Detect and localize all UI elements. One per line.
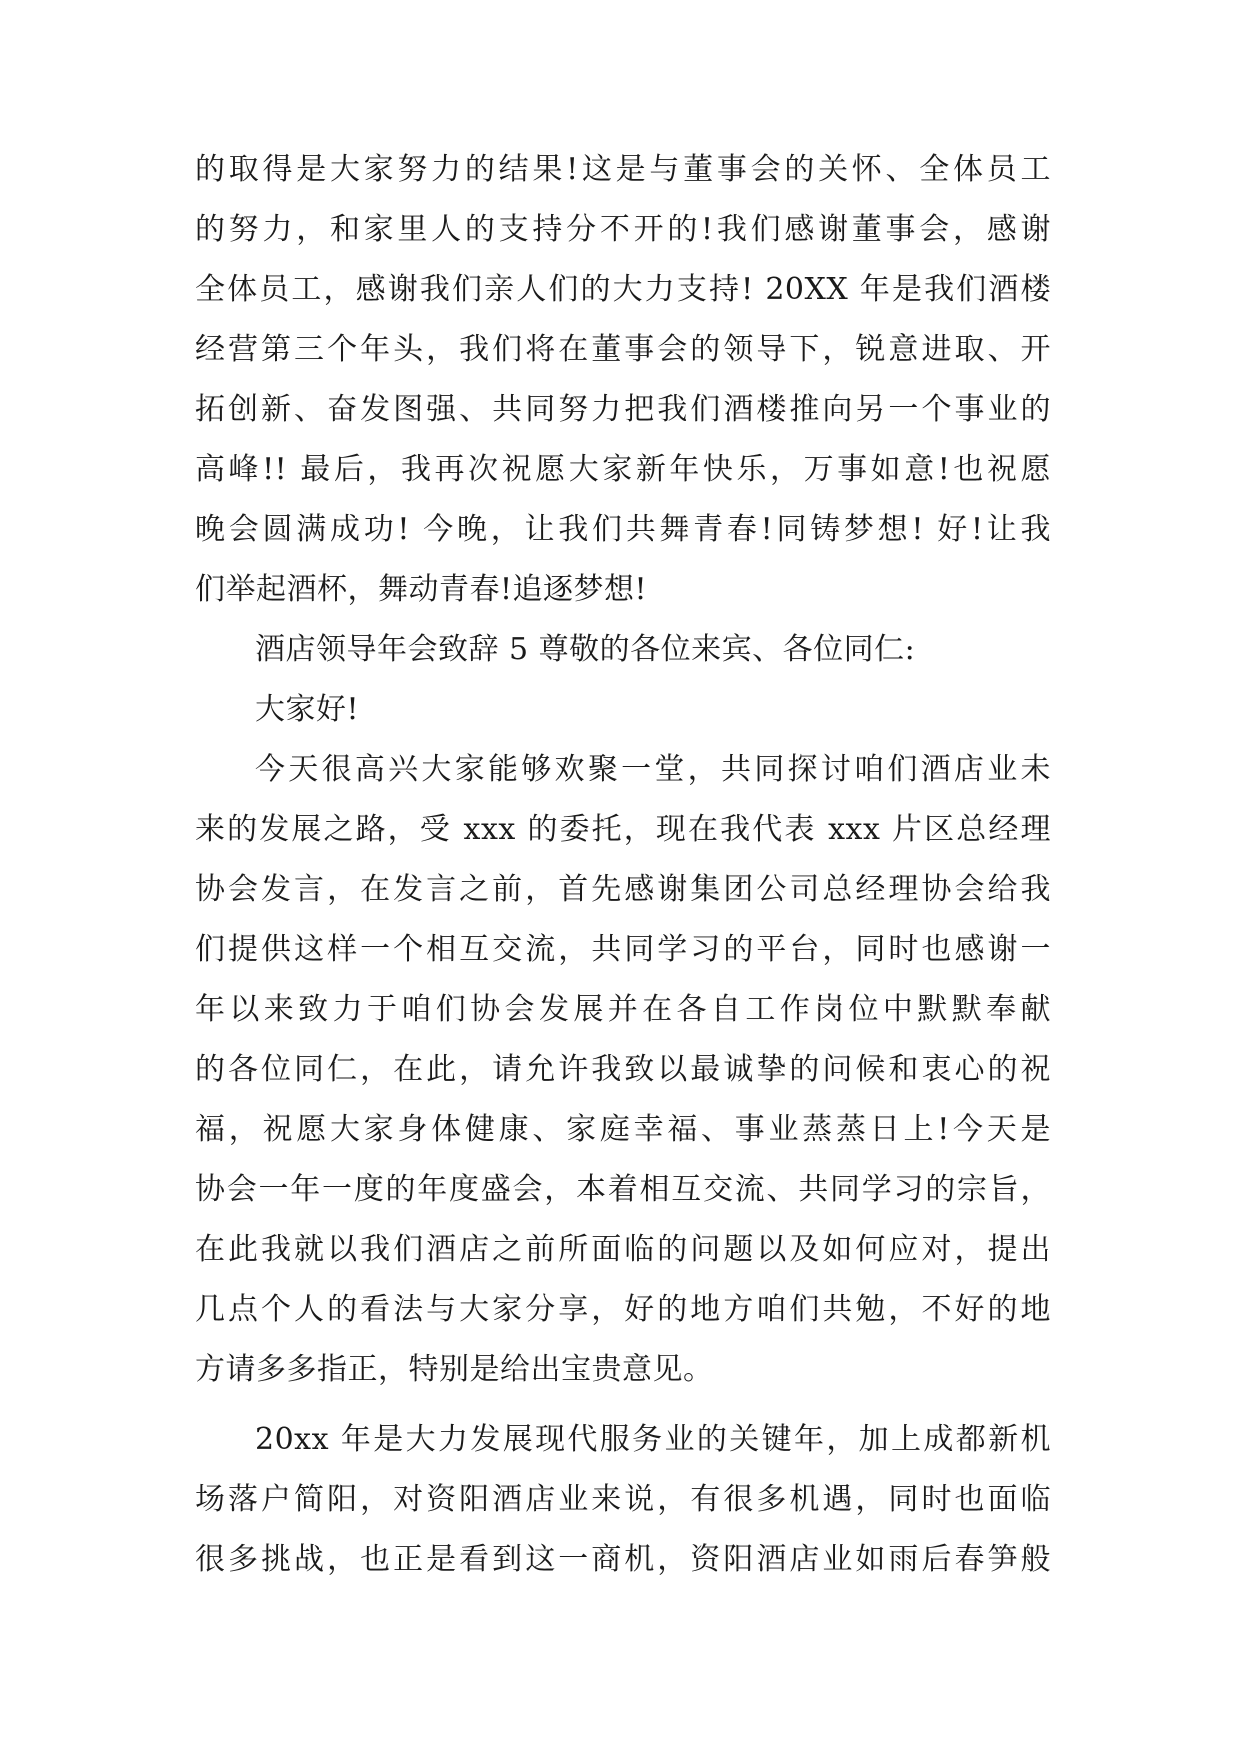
title-line: 酒店领导年会致辞 5 尊敬的各位来宾、各位同仁: <box>255 632 916 667</box>
text-line: 经营第三个年头，我们将在董事会的领导下，锐意进取、开 <box>195 332 1051 367</box>
text-line: 晚会圆满成功! 今晚，让我们共舞青春!同铸梦想! 好!让我 <box>195 512 1051 547</box>
text-line: 拓创新、奋发图强、共同努力把我们酒楼推向另一个事业的 <box>195 392 1051 427</box>
text-line: 们提供这样一个相互交流，共同学习的平台，同时也感谢一 <box>195 932 1051 967</box>
text-line: 高峰!! 最后，我再次祝愿大家新年快乐，万事如意!也祝愿 <box>195 452 1051 487</box>
speech-title <box>195 620 1051 680</box>
text-line: 全体员工，感谢我们亲人们的大力支持! 20XX 年是我们酒楼 <box>195 272 1051 307</box>
text-line: 协会一年一度的年度盛会，本着相互交流、共同学习的宗旨， <box>195 1172 1051 1207</box>
text-line: 很多挑战，也正是看到这一商机，资阳酒店业如雨后春笋般 <box>195 1542 1051 1577</box>
text-line: 的各位同仁，在此，请允许我致以最诚挚的问候和衷心的祝 <box>195 1052 1051 1087</box>
text-line: 来的发展之路，受 xxx 的委托，现在我代表 xxx 片区总经理 <box>195 812 1051 847</box>
paragraph-continuation <box>195 140 1051 620</box>
text-line: 今天很高兴大家能够欢聚一堂，共同探讨咱们酒店业未 <box>255 752 1051 787</box>
text-line: 几点个人的看法与大家分享，好的地方咱们共勉，不好的地 <box>195 1292 1051 1327</box>
text-line: 场落户简阳，对资阳酒店业来说，有很多机遇，同时也面临 <box>195 1482 1051 1517</box>
text-line: 20xx 年是大力发展现代服务业的关键年，加上成都新机 <box>255 1422 1051 1457</box>
text-line: 福，祝愿大家身体健康、家庭幸福、事业蒸蒸日上!今天是 <box>195 1112 1051 1147</box>
speech-greeting <box>195 680 1051 740</box>
greeting-line: 大家好! <box>255 692 360 727</box>
text-line: 协会发言，在发言之前，首先感谢集团公司总经理协会给我 <box>195 872 1051 907</box>
text-line: 们举起酒杯，舞动青春!追逐梦想! <box>195 572 648 607</box>
text-line: 的取得是大家努力的结果!这是与董事会的关怀、全体员工 <box>195 152 1051 187</box>
paragraph-context <box>195 1410 1051 1590</box>
paragraph-opening <box>195 740 1051 1400</box>
text-line: 方请多多指正，特别是给出宝贵意见。 <box>195 1352 714 1387</box>
text-line: 的努力，和家里人的支持分不开的!我们感谢董事会，感谢 <box>195 212 1051 247</box>
text-line: 年以来致力于咱们协会发展并在各自工作岗位中默默奉献 <box>195 992 1051 1027</box>
text-line: 在此我就以我们酒店之前所面临的问题以及如何应对，提出 <box>195 1232 1051 1267</box>
